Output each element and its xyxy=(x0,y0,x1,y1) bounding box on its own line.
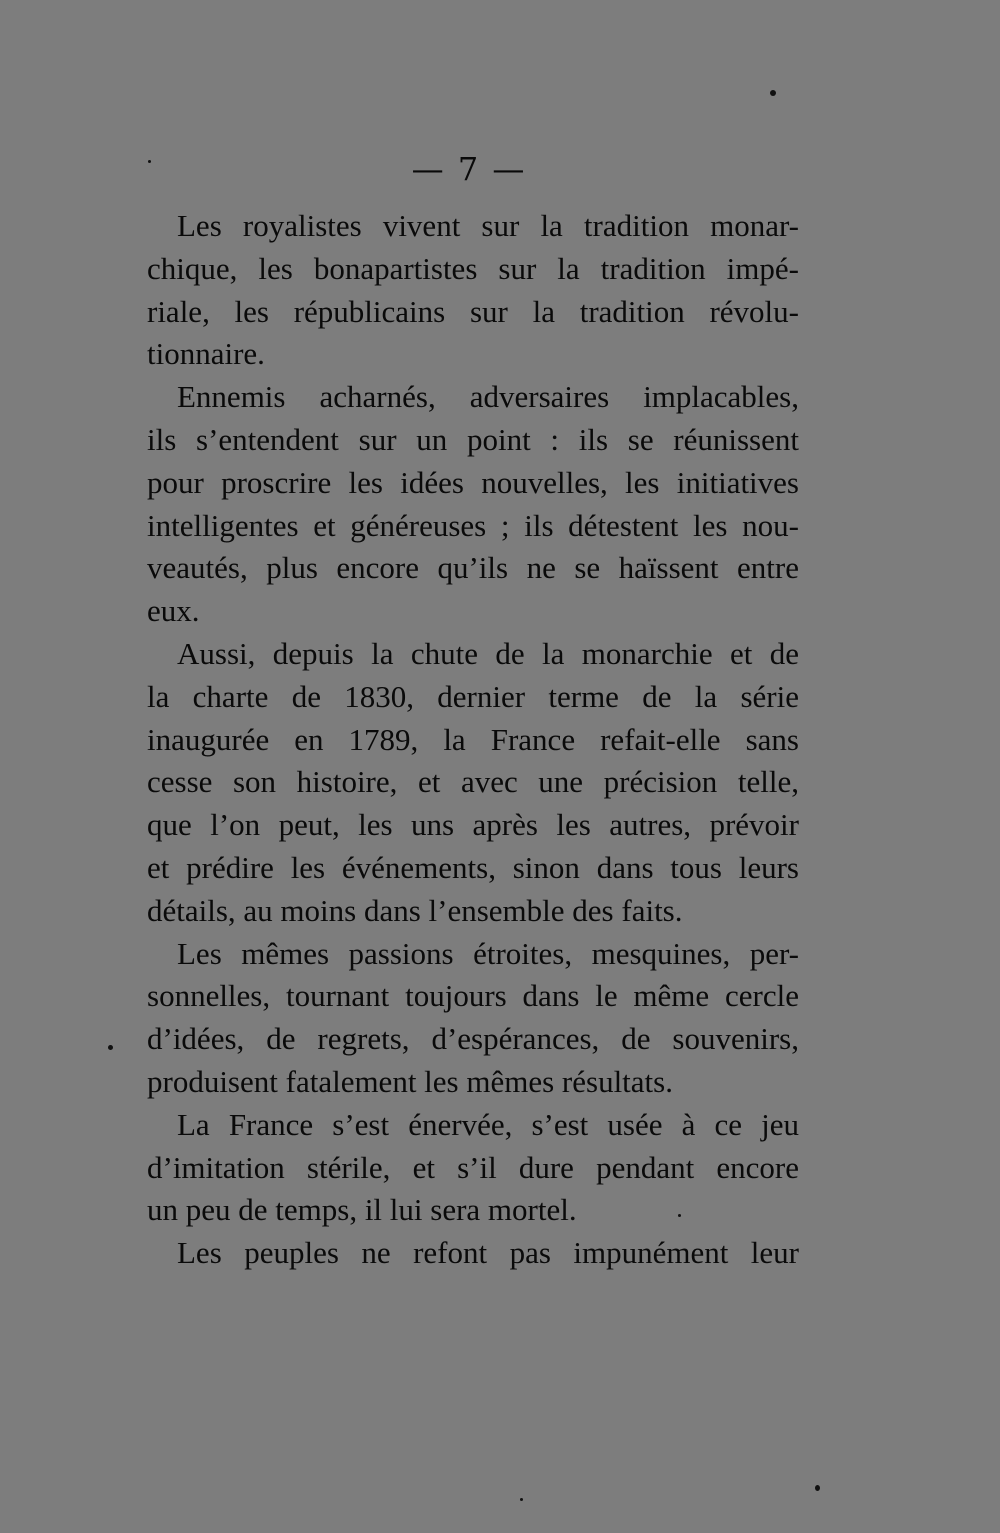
text-line: la charte de 1830, dernier terme de la série xyxy=(147,678,799,714)
text-line: chique, les bonapartistes sur la tradition impé- xyxy=(147,250,799,286)
text-line: pour proscrire les idées nouvelles, les initiatives xyxy=(147,464,799,500)
text-line: Aussi, depuis la chute de la monarchie et de xyxy=(177,635,799,671)
text-line: Les peuples ne refont pas impunément leur xyxy=(177,1235,799,1271)
scan-speck xyxy=(770,90,776,96)
text-line: eux. xyxy=(147,593,200,629)
text-line: riale, les républicains sur la tradition révolu- xyxy=(147,293,799,329)
scan-speck xyxy=(815,1485,820,1491)
text-line: veautés, plus encore qu’ils ne se haïssent entre xyxy=(147,550,799,586)
text-line: tionnaire. xyxy=(147,336,265,372)
text-line: cesse son histoire, et avec une précision telle, xyxy=(147,764,799,800)
text-line: Les royalistes vivent sur la tradition monar- xyxy=(177,208,799,243)
text-line: détails, au moins dans l’ensemble des faits. xyxy=(147,892,683,928)
text-line: intelligentes et généreuses ; ils détestent les nou- xyxy=(147,507,799,543)
text-line: d’idées, de regrets, d’espérances, de souvenirs, xyxy=(147,1021,799,1057)
text-line: inaugurée en 1789, la France refait-elle sans xyxy=(147,721,799,757)
text-line: sonnelles, tournant toujours dans le même cercle xyxy=(147,978,799,1014)
text-line: et prédire les événements, sinon dans tous leurs xyxy=(147,849,799,885)
text-line: produisent fatalement les mêmes résultats. xyxy=(147,1063,673,1099)
text-line: Ennemis acharnés, adversaires implacables, xyxy=(177,379,799,415)
text-line: ils s’entendent sur un point : ils se réunissent xyxy=(147,421,799,457)
text-line: que l’on peut, les uns après les autres, prévoir xyxy=(147,807,799,843)
text-line: La France s’est énervée, s’est usée à ce jeu xyxy=(177,1106,799,1142)
scan-speck xyxy=(108,1045,113,1050)
scan-speck xyxy=(148,160,151,163)
text-line: Les mêmes passions étroites, mesquines, per- xyxy=(177,935,799,971)
scan-speck xyxy=(678,1214,681,1217)
body-text xyxy=(147,205,799,1275)
text-line: d’imitation stérile, et s’il dure pendant encore xyxy=(147,1149,799,1185)
page-number: — 7 — xyxy=(411,150,527,188)
scan-speck xyxy=(520,1498,523,1501)
text-line: un peu de temps, il lui sera mortel. xyxy=(147,1192,577,1228)
